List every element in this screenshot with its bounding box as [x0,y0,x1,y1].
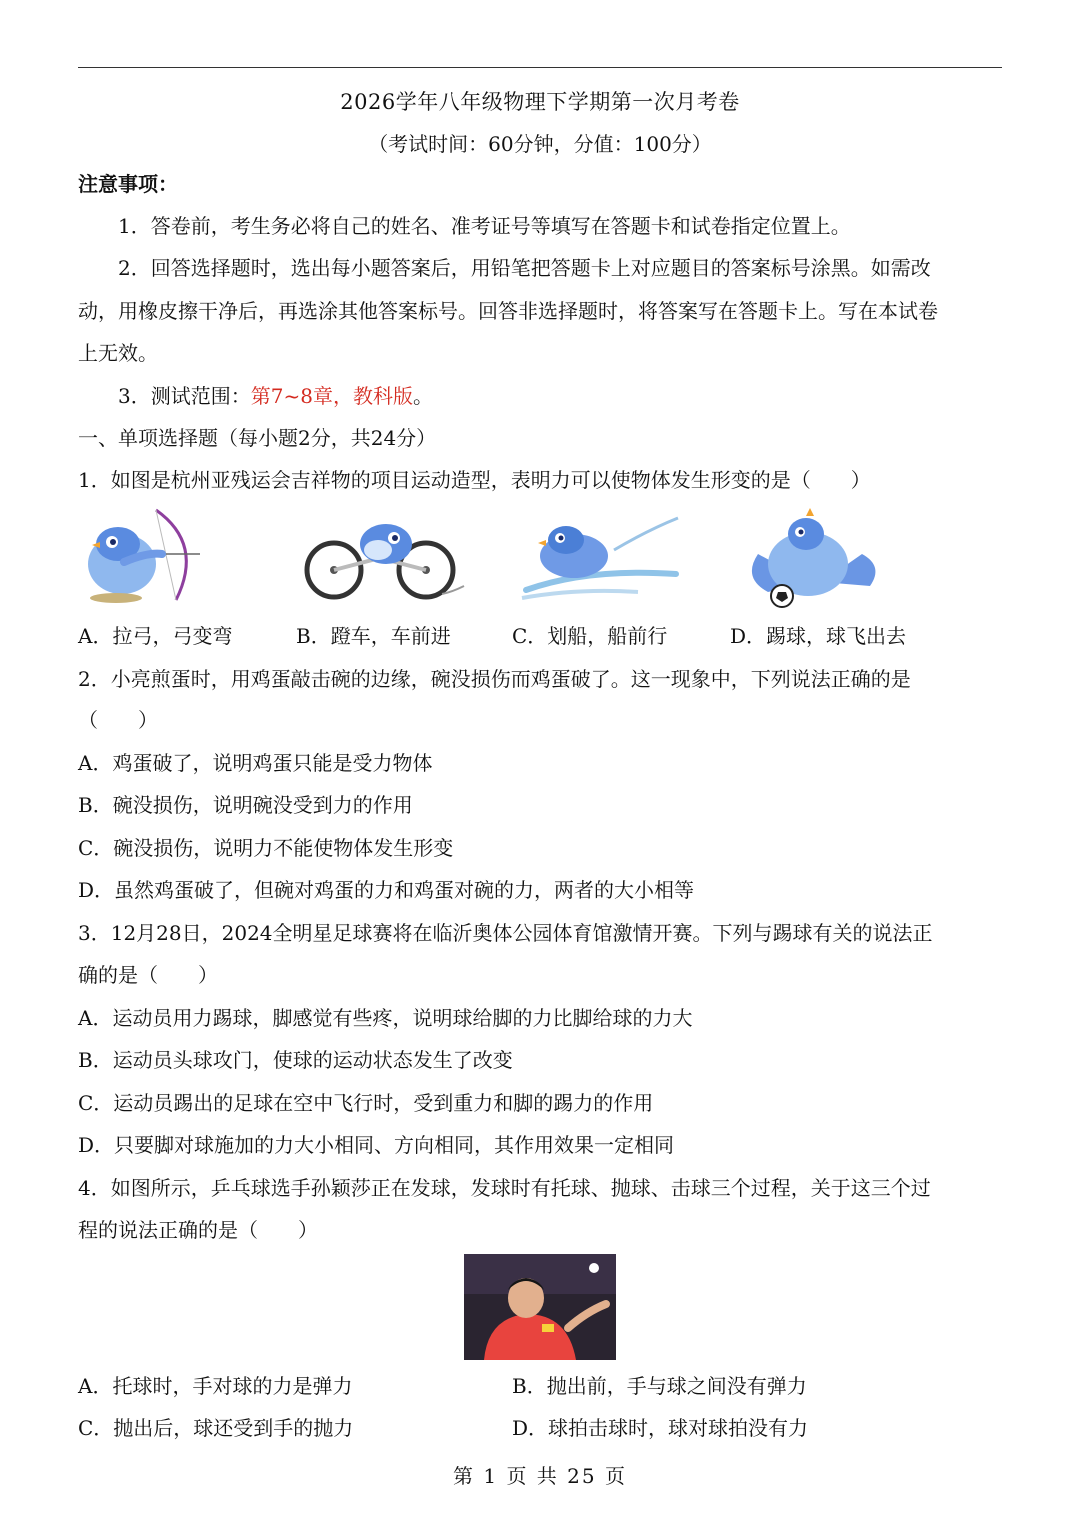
q2-stem-line-1: 2．小亮煎蛋时，用鸡蛋敲击碗的边缘，碗没损伤而鸡蛋破了。这一现象中，下列说法正确的是 [78,667,911,691]
exam-subtitle: （考试时间：60分钟，分值：100分） [368,132,712,156]
q4-stem-line-1: 4．如图所示，乒乓球选手孙颖莎正在发球，发球时有托球、抛球、击球三个过程，关于这三个过 [78,1176,931,1200]
q3-stem-line-2: 确的是（ ） [78,963,218,987]
notice-heading: 注意事项： [78,172,178,196]
q2-option-c: C．碗没损伤，说明力不能使物体发生形变 [78,836,454,860]
header-rule [78,67,1002,68]
q4-option-d: D．球拍击球时，球对球拍没有力 [512,1416,809,1440]
q1-option-a: A．拉弓，弓变弯 [78,624,233,648]
q4-option-a: A．托球时，手对球的力是弹力 [78,1374,353,1398]
test-range: 第7~8章，教科版 [250,384,413,408]
q2-option-a: A．鸡蛋破了，说明鸡蛋只能是受力物体 [78,751,433,775]
q2-option-b: B．碗没损伤，说明碗没受到力的作用 [78,793,413,817]
q1-option-c: C．划船，船前行 [512,624,668,648]
notice-item-2-line-1: 2．回答选择题时，选出每小题答案后，用铅笔把答题卡上对应题目的答案标号涂黑。如需改 [118,256,931,280]
mascot-football-image [738,508,886,610]
mascot-rowing-image [518,510,682,602]
page-number: 第 1 页 共 25 页 [453,1464,627,1488]
mascot-archery-image [78,504,208,608]
table-tennis-photo [464,1254,616,1360]
q2-option-d: D．虽然鸡蛋破了，但碗对鸡蛋的力和鸡蛋对碗的力，两者的大小相等 [78,878,695,902]
notice-item-1: 1．答卷前，考生务必将自己的姓名、准考证号等填写在答题卡和试卷指定位置上。 [118,214,851,238]
q4-option-b: B．抛出前，手与球之间没有弹力 [512,1374,807,1398]
q3-stem-line-1: 3．12月28日，2024全明星足球赛将在临沂奥体公园体育馆激情开赛。下列与踢球有关的说法正 [78,921,933,945]
section-1-heading: 一、单项选择题（每小题2分，共24分） [78,426,437,450]
notice-item-3-suffix: 。 [412,384,433,408]
q3-option-b: B．运动员头球攻门，使球的运动状态发生了改变 [78,1048,513,1072]
notice-item-3-prefix: 3．测试范围： [118,384,251,408]
q1-option-b: B．蹬车，车前进 [296,624,451,648]
q3-option-d: D．只要脚对球施加的力大小相同、方向相同，其作用效果一定相同 [78,1133,675,1157]
q3-option-c: C．运动员踢出的足球在空中飞行时，受到重力和脚的踢力的作用 [78,1091,654,1115]
q2-stem-line-2: （ ） [78,708,158,732]
q1-stem: 1．如图是杭州亚残运会吉祥物的项目运动造型，表明力可以使物体发生形变的是（ ） [78,468,871,492]
notice-item-2-line-3: 上无效。 [78,341,158,365]
q3-option-a: A．运动员用力踢球，脚感觉有些疼，说明球给脚的力比脚给球的力大 [78,1006,693,1030]
exam-title: 2026学年八年级物理下学期第一次月考卷 [340,90,740,114]
q4-stem-line-2: 程的说法正确的是（ ） [78,1218,318,1242]
notice-item-2-line-2: 动，用橡皮擦干净后，再选涂其他答案标号。回答非选择题时，将答案写在答题卡上。写在本试卷 [78,299,938,323]
q4-option-c: C．抛出后，球还受到手的抛力 [78,1416,354,1440]
notice-item-3 [118,382,433,410]
mascot-racing-image [302,514,468,606]
q1-option-d: D．踢球，球飞出去 [730,624,907,648]
